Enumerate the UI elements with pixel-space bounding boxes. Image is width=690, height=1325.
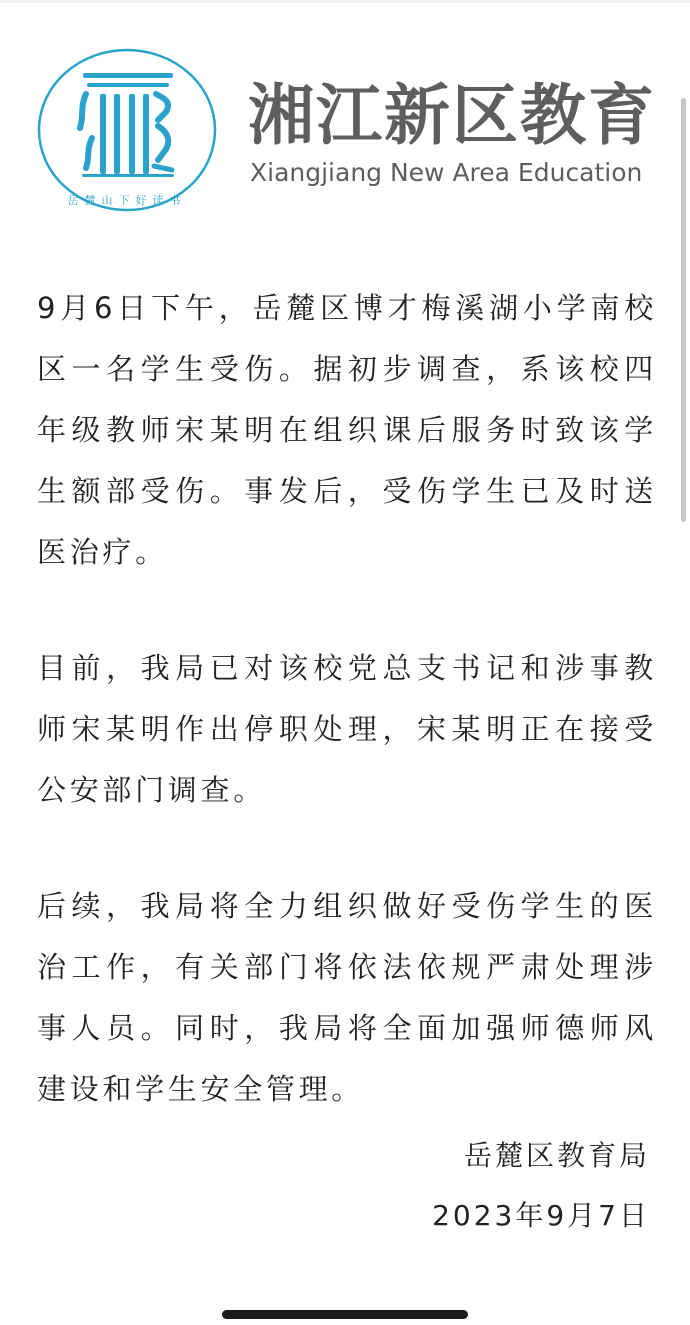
paragraph-action: 目前，我局已对该校党总支书记和涉事教师宋某明作出停职处理，宋某明正在接受公安部门调查。: [37, 651, 657, 807]
article-body: [37, 278, 657, 1175]
logo: [34, 46, 220, 216]
top-divider: [0, 0, 690, 3]
brand-title: 湘江新区教育: [248, 77, 656, 154]
paragraph-followup: 后续，我局将全力组织做好受伤学生的医治工作，有关部门将依法依规严肃处理涉事人员。同时，我局将全面加强师德师风建设和学生安全管理。: [37, 889, 657, 1106]
signature-date: 2023年9月7日: [432, 1199, 650, 1232]
signature-organization: 岳麓区教育局: [463, 1139, 650, 1172]
home-indicator[interactable]: [222, 1310, 468, 1319]
scrollbar[interactable]: [681, 98, 686, 522]
paragraph-incident: 9月6日下午，岳麓区博才梅溪湖小学南校区一名学生受伤。据初步调查，系该校四年级教师宋某明在组织课后服务时致该学生额部受伤。事发后，受伤学生已及时送医治疗。: [37, 291, 657, 569]
logo-emblem-icon: [34, 46, 220, 216]
brand-subtitle: Xiangjiang New Area Education: [250, 158, 643, 187]
logo-caption: 岳麓山下好读书: [67, 194, 187, 207]
article-header: [34, 46, 664, 216]
